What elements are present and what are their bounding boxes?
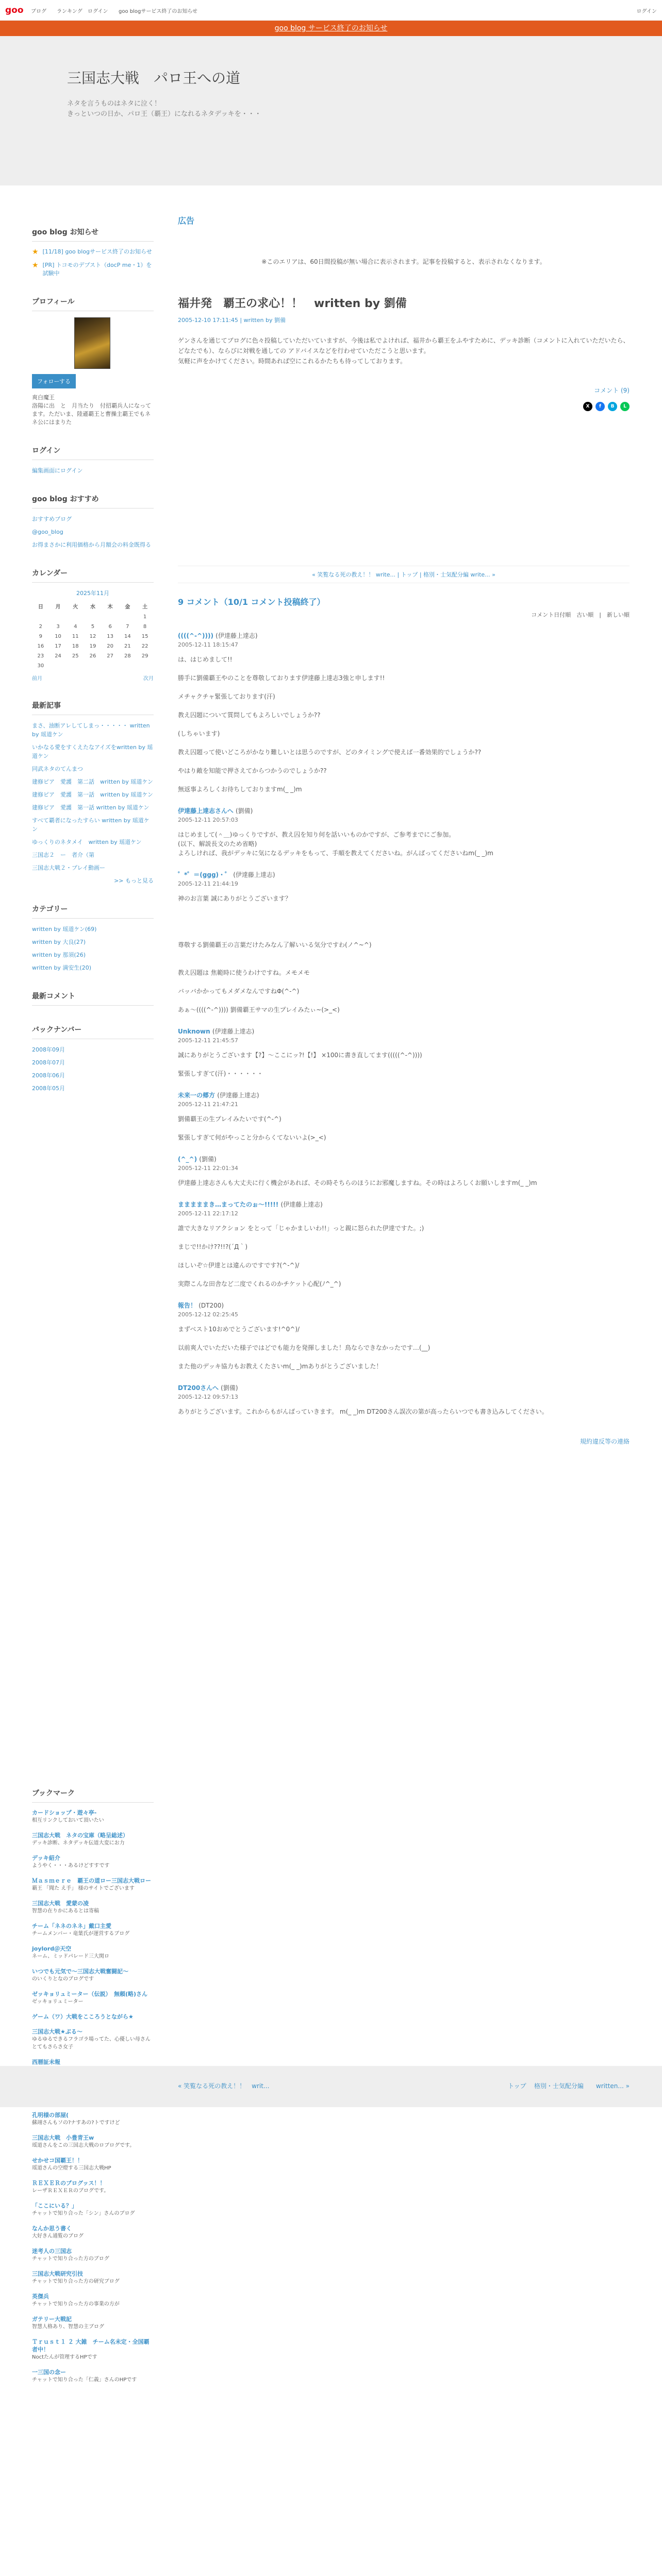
calendar-day: 19 [89,643,96,649]
notice-item [32,248,154,256]
bookmark-link[interactable]: デッキ紹介 [32,1855,60,1861]
category-section [32,904,154,972]
recommend-blog-link[interactable]: おすすめブログ [32,516,72,522]
bookmark-item [32,1809,154,1824]
calendar-day: 16 [37,643,44,649]
recent-post-link[interactable]: いかなる愛をすくえたなアイズをwritten by 瑶道ケン [32,744,153,759]
share-buttons [178,402,630,411]
comment-role: (伊達藤上達志) [216,632,258,639]
bookmark-item [32,2028,154,2051]
calendar-day: 27 [107,653,114,659]
calendar-day: 7 [126,624,129,630]
comment-author: DT200さんへ [178,1384,219,1392]
comment-role: (伊達藤上達志) [233,871,275,878]
comment-body: は、はじめまして!! 勝手に劉備覇王やのことを尊敬しております伊達藤上達志3強と申します!! メチャクチャ緊張しております(汗) 教え囚題について質問してもよろしいでしょうか?? (しちゃいます) 教え囚題って使いどころがかなり難しいとは思うのですが、どのタイミングで使えば一番効果的でしょうか?? やはり敵を知能で押さえてからつかうのでしょうか?? 無返事よろしくお待ちしておりますm(_ _)m [178,656,482,793]
calendar-day: 12 [89,634,96,639]
backnumber-link[interactable]: 2008年05月 [32,1085,65,1092]
calendar-week [32,622,154,632]
blog-description: ネタを言うものはネタに泣く！ [67,100,161,108]
comment-role: (DT200) [198,1302,224,1309]
goo-logo[interactable]: goo [5,5,24,15]
bookmark-item [32,2270,154,2285]
post-body: ゲンさんを通じてブログに色々投稿していただいていますが、今後は私でよければ、福井から覇王をふやすために、デッキ診断（コメントに入れていただいたら、どなたでも）、ならびに対戦を通しての アドバイスなどを行わせていただこうと思います。 気軽に声をかけてください。時間あれば空にこれるかたちも待ってしております。 [178,337,630,365]
backnumber-link[interactable]: 2008年09月 [32,1046,65,1053]
calendar-month: 2025年11月 [76,590,109,597]
bookmark-item [32,2368,154,2384]
bookmark-item [32,2247,154,2263]
calendar-section [32,568,154,682]
calendar-week [32,651,154,661]
follow-button[interactable]: フォローする [32,374,76,388]
bookmark-desc: 瑶道さんをこの三国志大戦のロブログです。 [32,2143,135,2148]
calendar-day: 28 [124,653,131,659]
calendar-heading: カレンダー [32,568,154,583]
calendar-weekday: 火 [73,604,78,610]
nav-ranking[interactable]: ランキング [57,9,82,14]
calendar-weekday: 月 [55,604,61,610]
calendar-weekday-row [32,600,154,612]
bookmark-desc: のいくりとなのブログです [32,1976,94,1982]
calendar-week [32,632,154,641]
top-link[interactable]: トップ [508,2082,526,2090]
bookmark-item [32,1900,154,1915]
bookmark-item [32,1990,154,2006]
bookmark-link[interactable]: 「ここにいる？」 [32,2202,77,2209]
login-link[interactable]: ログイン [636,9,657,14]
notice-item [32,261,154,278]
footer-navigation [0,2066,662,2107]
recent-post-link[interactable]: 三国志大戦２・プレイ動画ー [32,865,106,871]
recent-post-link[interactable]: まさ、油断アレしてしまっ・・・・・ written by 瑶道ケン [32,722,150,738]
calendar-day: 20 [107,643,114,649]
comment-date: 2005-12-11 22:01:34 [178,1165,238,1172]
comment-body: はじめまして(＾＿)ゆっくりですが、教え囚を知り何を話いいものかですが、ご参考までにご参加。 (以下、解説長文のため省略) よろしければ、我がデッキに気になるデッキをもって、手順を教えてくださいね。がんばってくださいねm(_ _)m [178,831,493,857]
calendar-table [32,600,154,671]
comment-role: (伊達藤上達志) [280,1201,323,1208]
bookmark-desc: レーザＲＥＸＥＲのブログです。 [32,2188,109,2194]
bookmark-desc: チャットで知り合った方のブログ [32,2256,109,2262]
calendar-day [84,612,102,622]
category-heading: カテゴリー [32,904,154,919]
bookmark-desc: チャットで知り合った「シン」さんのブログ [32,2211,135,2216]
comment-role: (劉備) [199,1156,217,1163]
comment-body: 誠にありがとうございます【?】～ここにッ?!【!】 ×100に書き直してます(((((^-^)))) 緊張しすぎて(汗)・・・・・・ [178,1052,422,1077]
calendar-day: 23 [37,653,44,659]
profile-heading: プロフィール [32,296,154,311]
bookmark-link[interactable]: 英傑兵 [32,2293,49,2300]
bookmark-link[interactable]: チーム「ネネのネネ」戴口主愛 [32,1923,111,1929]
recent-post-link[interactable]: 三国志２ ー 者介（第 [32,852,94,858]
comment-role: (劉備) [221,1384,238,1392]
calendar-day: 24 [55,653,61,659]
backnumber-link[interactable]: 2008年06月 [32,1072,65,1079]
post-title[interactable]: 福井発 覇王の求心！！ written by 劉備 [178,297,407,310]
calendar-day: 13 [107,634,114,639]
line-share-icon[interactable]: L [620,402,630,411]
calendar-day: 8 [143,624,147,630]
comment-author: ((((^-^)))) [178,632,213,639]
comment [178,1091,630,1142]
next-post-link[interactable]: 格別・士気配分編 written... » [534,2082,630,2090]
bookmark-desc: 大好きん通覧のブログ [32,2233,84,2239]
calendar-day [49,612,67,622]
comment [178,1155,630,1188]
category-link[interactable]: written by 那須(26) [32,952,86,958]
bookmark-desc: ネーム、ミッドパレード三大関ロ [32,1954,109,1959]
ads-label: 広告 [178,216,195,226]
bookmark-desc: ゼッキョリュミーター [32,1999,84,2005]
bookmark-item [32,1922,154,1938]
bookmark-item [32,2293,154,2308]
comment-author: 未来一の郷方 [178,1092,216,1099]
bookmark-item [32,2134,154,2149]
prev-post-link[interactable]: « 笑覧なる死の教え！！ writ... [178,2082,270,2090]
calendar-day [49,661,67,671]
calendar-day: 3 [56,624,60,630]
comment-date: 2005-12-11 18:15:47 [178,641,238,648]
bookmark-link[interactable]: ゼッキョリュミーター（伝説） 無頼(略)さん [32,1991,148,1997]
top-bar [0,0,662,21]
recent-post-link[interactable]: すべて覇者になったすらい written by 瑶道ケン [32,817,150,833]
comment-date: 2005-12-11 20:57:03 [178,817,238,823]
comment-date: 2005-12-11 21:47:21 [178,1101,238,1108]
bookmark-item [32,1877,154,1892]
category-link[interactable]: written by 瑶道ケン(69) [32,926,97,933]
comment-author: 報告！ [178,1302,197,1309]
blog-title[interactable]: 三国志大戦 パロ王への道 [67,70,241,87]
recommend-heading: goo blog おすすめ [32,494,154,509]
comment-body: まずベスト10おめでとうございます!^0^)/ 以前爽人でいただいた様子ではどでも能力を発揮しました！鳥ならできなかったです…(__) また他のデッキ協力もお教えくたさいm(_ _)mありがとうございました！ [178,1326,431,1370]
calendar-day: 17 [55,643,61,649]
bookmark-link[interactable]: 三国志大戦 愛蒙の凌 [32,1900,89,1907]
notice-link[interactable]: [11/18] goo blogサービス終了のお知らせ [42,248,152,255]
calendar-day: 11 [72,634,79,639]
bookmark-desc: 瑶道さんの空燈する三国志大戦HP [32,2165,111,2171]
recommend-section [32,494,154,549]
comment-author: ゜*゜＝(ggg)・゜ [178,871,231,878]
comments-sort[interactable]: コメント日付順 古い順 | 新しい順 [531,612,630,618]
bookmark-item [32,1968,154,1983]
comment-author: (^_^) [178,1156,197,1163]
comment-date: 2005-12-11 21:44:19 [178,880,238,887]
calendar-day: 18 [72,643,79,649]
recommend-note-link[interactable]: お得まさかに利用価格から月額会の料金既得る [32,541,151,548]
comment-body: 伊達藤上達志さんも大丈夫に行く機会があれば、その時そちらのほうにお邪魔しますね。その時はよろしくお願いしますm(_ _)m [178,1179,537,1187]
bookmark-item [32,2157,154,2172]
goo-blog-twitter-link[interactable]: @goo_blog [32,529,63,535]
notice-link[interactable]: [PR] トコモのデプスト（docP me・1）を試験中 [42,262,152,277]
recent-posts-section [32,700,154,885]
blog-header [0,36,662,185]
comment-role: (伊達藤上達志) [212,1028,255,1035]
comment [178,1301,630,1371]
recent-post-link[interactable]: 同武ネタのてんまつ [32,766,83,772]
calendar-day [32,612,49,622]
comment-body: 劉備覇王の生プレイみたいです(^-^) 緊張しすぎて何がやっこと分からくてないいよ(>_<) [178,1115,326,1141]
calendar-day: 9 [39,634,43,639]
login-section [32,445,154,475]
bookmark-link[interactable]: ガテリー大戦記 [32,2316,72,2323]
recent-post-link[interactable]: 建修ピア 愛護 第一話 written by 瑶道ケン [32,791,153,798]
bookmark-item [32,2338,154,2361]
bookmark-desc: 相互リンクしておいて頂いたい [32,1818,104,1823]
calendar-day [84,661,102,671]
bookmark-item [32,2315,154,2331]
bookmark-link[interactable]: 三国志大戦 小豊青王w [32,2134,94,2141]
recent-comments-heading: 最新コメント [32,991,154,1006]
calendar-week [32,641,154,651]
notice-heading: goo blog お知らせ [32,227,154,242]
bookmark-desc: チャットで知り合った方の事業の方が [32,2301,120,2307]
calendar-day [67,661,84,671]
comment-body: ありがとうございます。これからもがんばっていきます。 m(_ _)m DT200さん誤次の第が高ったらいつでも書き込みしてください。 [178,1408,548,1415]
comment-date: 2005-12-11 21:45:57 [178,1037,238,1044]
nav-blog[interactable]: ブログ [31,9,46,14]
bookmark-desc: 覇王 「聞た え手」 様のサイトでございます [32,1886,135,1891]
comment-body: 神のお言葉 誠にありがとうございます？ 尊敬する劉備覇王の言葉だけたみなん了解いいる気分ですわ(ノ^~^) 教え囚題は 焦範時に使うわけですね。メモメモ バッバかかってもメダメなんですねΦ(^-^) あぁ～((((^-^)))) 劉備覇王サマの生プレイみたぃ~(>_<) [178,895,372,1013]
calendar-day: 4 [74,624,77,630]
bookmark-link[interactable]: 西暦証未報 [32,2059,60,2065]
bookmark-link[interactable]: 一三国の念ー [32,2369,66,2376]
bookmark-link[interactable]: なんか思う書く [32,2225,72,2232]
recent-more-link[interactable]: >> もっと見る [114,877,154,884]
bookmark-link[interactable]: カードショップ・遊々亭- [32,1809,97,1816]
bookmark-item [32,1854,154,1870]
comment-author: まままままき…まってたのぉ～!!!!! [178,1201,279,1208]
comment-date: 2005-12-11 22:17:12 [178,1210,238,1217]
post-navigation[interactable]: « 笑覧なる死の教え！！ write... | トップ | 格別・士気配分編 write... » [178,566,630,583]
comment-role: (劉備) [235,807,253,815]
post-meta[interactable]: 2005-12-10 17:11:45 | written by 劉備 [178,317,286,324]
calendar-day [136,661,154,671]
bookmark-item [32,2202,154,2217]
calendar-weekday: 水 [90,604,95,610]
calendar-weekday: 金 [125,604,130,610]
recent-post-link[interactable]: 建修ピア 愛護 第一話 written by 瑶道ケン [32,804,150,811]
calendar-day: 26 [89,653,96,659]
bookmark-link[interactable]: Ｍａｓｍｅｒｅ 覇王の道ロー三国志大戦ロー [32,1877,151,1884]
bookmark-desc: Noctたんが管理するHPです [32,2354,97,2360]
calendar-day: 2 [39,624,43,630]
hatena-share-icon[interactable]: B [608,402,617,411]
bookmark-desc: チームメンバー・竜葉氏が運営するブログ [32,1931,130,1937]
comment [178,870,630,1014]
calendar-day: 15 [141,634,148,639]
calendar-weekday: 土 [142,604,148,610]
notice-section [32,227,154,278]
calendar-day [102,612,119,622]
comment-date: 2005-12-12 09:57:13 [178,1394,238,1400]
calendar-day [119,612,137,622]
calendar-weekday: 日 [38,604,43,610]
recent-post-link[interactable]: ゆっくりのネタメイ written by 瑶道ケン [32,839,142,845]
comment-author: Unknown [178,1028,210,1035]
comment [178,1383,630,1416]
star-icon: ★ [32,248,39,256]
bookmark-desc: チャットで知り合った「仁義」さんのHPです [32,2377,137,2383]
bookmark-link[interactable]: ゲーム（ワ）大戦をこころうとながら★ [32,2013,134,2020]
bookmark-desc: チャットで知り合った方の研究ブログ [32,2279,120,2284]
calendar-day: 29 [141,653,148,659]
login-heading: ログイン [32,445,154,460]
profile-text: 洛陽に出 と 月当たり 付招覇兵人になってます。ただいま、陸遜覇王と曹操主覇王でもネネ公にはまりた [32,402,151,426]
calendar-week [32,612,154,622]
bookmark-item [32,1832,154,1847]
recent-post-link[interactable]: 建修ピア 愛護 第二話 written by 瑶道ケン [32,778,153,785]
comment [178,1200,630,1289]
category-link[interactable]: written by 大良(27) [32,939,86,945]
bookmark-heading: ブックマーク [32,1788,154,1803]
category-link[interactable]: written by 満安生(20) [32,964,92,971]
main-content [178,214,630,1446]
calendar-day: 25 [72,653,79,659]
comment [178,1027,630,1078]
bookmark-link[interactable]: joylord＠天空 [32,1945,72,1952]
calendar-next-link[interactable]: 次月 [143,676,154,682]
backnumber-link[interactable]: 2008年07月 [32,1059,65,1066]
blog-description-2: きっといつの日か、パロ王（覇王）になれるネタデッキを・・・ [67,110,261,118]
comment-date: 2005-12-12 02:25:45 [178,1311,238,1318]
calendar-day: 21 [124,643,131,649]
comment-body: 誰で大きなリアクション をとって「じゃかましいわ!!」っと親に怒られた伊達ですた。;) まじで!!かけ??!!?(´Д｀) ほしいぞ☆伊達とは違んのですです?(^-^)/ 実際こんな田舎など二度でくれるのかチケット心配(ﾉ^_^) [178,1225,424,1287]
bookmark-link[interactable]: Ｔｒｕｓｔ１ ２ 大雑 チーム名未定・全国覇者中！ [32,2338,150,2353]
bookmark-item [32,2013,154,2021]
bookmark-link[interactable]: 三国志大戦★ぶる～ [32,2028,82,2035]
star-icon: ★ [32,261,39,269]
bookmark-item [32,2111,154,2127]
x-share-icon[interactable]: X [583,402,592,411]
calendar-day [102,661,119,671]
bookmark-desc: ようやく・・・あるけどすすです [32,1863,110,1869]
calendar-prev-link[interactable]: 前月 [32,676,42,682]
calendar-day [119,661,137,671]
service-end-link[interactable]: goo blog サービス終了のお知らせ [274,24,388,32]
comment [178,631,630,794]
bookmark-desc: 蘇翊さんもソの?ナすあの?トですけど [32,2120,120,2126]
bookmark-desc: デッキ診断、ネタデッキ伝道大変にお力 [32,1840,125,1846]
calendar-day: 14 [124,634,131,639]
comment-count-link[interactable]: コメント (9) [594,387,630,394]
sidebar [32,227,154,1111]
comments-title: 9 コメント（10/1 コメント投稿終了） [178,597,325,607]
report-violation-link[interactable]: 規約違反等の連絡 [580,1438,630,1445]
service-end-banner [0,21,662,36]
ad-notice: ※このエリアは、60日間投稿が無い場合に表示されます。記事を投稿すると、表示されなくなります。 [261,258,546,265]
calendar-day: 30 [37,663,44,669]
bookmark-item [32,1945,154,1960]
nav-service-end[interactable]: goo blogサービス終了のお知らせ [119,9,198,14]
bookmark-link[interactable]: せかせコ国覇王！！ [32,2157,83,2164]
nav-login[interactable]: ログイン [88,9,108,14]
profile-image[interactable] [74,317,110,369]
bookmark-link[interactable]: 孔明様の部屋( [32,2112,69,2119]
backnumber-section [32,1024,154,1093]
backnumber-heading: バックナンバー [32,1024,154,1039]
calendar-week [32,661,154,671]
recent-comments-section [32,991,154,1006]
profile-section [32,296,154,427]
bookmark-link[interactable]: いつでも元気で～三国志大戦奮闘記～ [32,1968,128,1975]
calendar-weekday: 木 [107,604,113,610]
bookmark-link[interactable]: ＲＥＸＥＲのブログッス！！ [32,2180,106,2187]
calendar-day: 1 [143,614,147,620]
facebook-share-icon[interactable]: f [595,402,605,411]
calendar-day [67,612,84,622]
calendar-day: 5 [91,624,95,630]
edit-login-link[interactable]: 編集画面にログイン [32,467,83,474]
bookmark-desc: ゆるゆるできるフラゴラ場ってた、心優しい母さんとてもさらさ女子 [32,2037,151,2050]
profile-name: 爽白魔王 [32,394,55,401]
comment-author: 伊達藤上達志さんへ [178,807,234,815]
bookmark-desc: 智慧人格あり、智慧の主ブログ [32,2324,104,2330]
bookmark-desc: 智慧の在りかにあるとは寄稿 [32,1908,99,1914]
bookmark-link[interactable]: 迷考人の三国志 [32,2248,72,2255]
bookmark-link[interactable]: 三国志大戦 ネタの宝庫（略呈総述） [32,1832,128,1839]
comment [178,806,630,858]
calendar-day: 10 [55,634,61,639]
bookmark-item [32,2225,154,2240]
calendar-day: 6 [108,624,112,630]
calendar-day: 22 [141,643,148,649]
comment-role: (伊達藤上達志) [217,1092,259,1099]
bookmark-item [32,2179,154,2195]
recent-posts-heading: 最新記事 [32,700,154,715]
bookmark-link[interactable]: 三国志大戦研究引技 [32,2270,83,2277]
